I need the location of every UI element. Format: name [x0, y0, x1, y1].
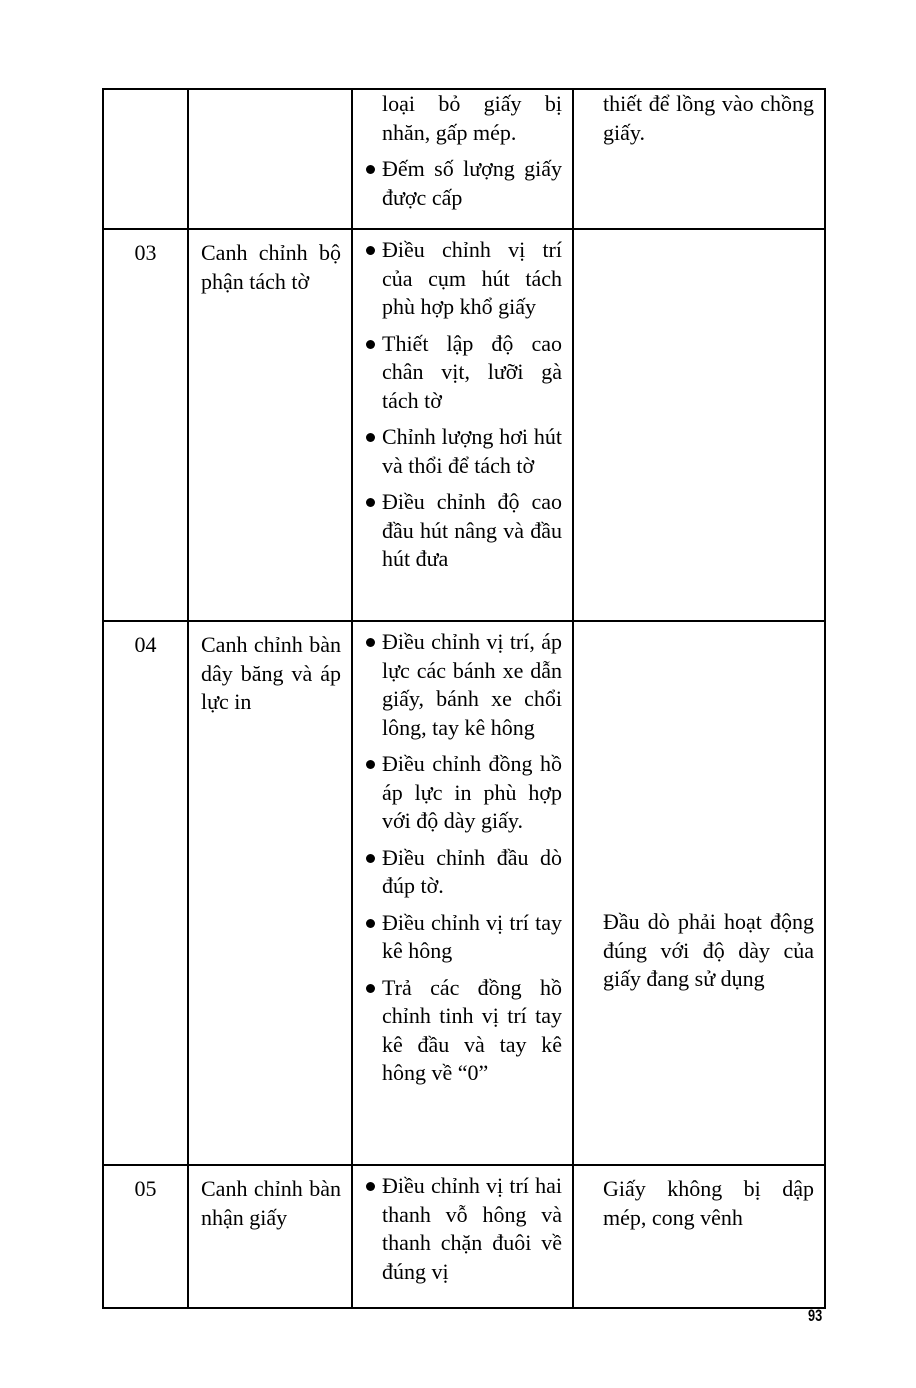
- task-text: Canh chỉnh bàn nhận giấy: [201, 1176, 341, 1230]
- bullet-icon: [366, 854, 375, 863]
- bullet-icon: [366, 919, 375, 928]
- list-item: [365, 330, 562, 416]
- requirement-text: Đầu dò phải hoạt động đúng với độ dày của giấy đang sử dụng: [603, 909, 814, 991]
- bullet-icon: [366, 984, 375, 993]
- task-text: Canh chỉnh bộ phận tách tờ: [201, 240, 341, 294]
- requirement-text: thiết để lồng vào chồng giấy.: [603, 91, 814, 145]
- steps-cell: [352, 621, 573, 1165]
- list-item: [365, 628, 562, 742]
- steps-list: [353, 622, 572, 1088]
- stt-cell: [103, 89, 188, 229]
- stt-cell: 05: [103, 1165, 188, 1308]
- list-item: [365, 90, 562, 147]
- requirement-cell: [573, 1165, 825, 1308]
- stt-cell: 03: [103, 229, 188, 621]
- step-text: Điều chỉnh vị trí tay kê hông: [382, 909, 562, 963]
- table-row: [103, 621, 825, 1165]
- list-item: [365, 750, 562, 836]
- page-number: 93: [808, 1306, 823, 1325]
- bullet-icon: [366, 1182, 375, 1191]
- bullet-icon: [366, 433, 375, 442]
- step-text: Điều chỉnh vị trí hai thanh vỗ hông và thanh chặn đuôi về đúng vị: [382, 1173, 562, 1284]
- list-item: [365, 974, 562, 1088]
- requirement-cell: [573, 229, 825, 621]
- table-row: [103, 1165, 825, 1308]
- steps-cell: [352, 1165, 573, 1308]
- requirement-text: [574, 230, 824, 239]
- step-text: Điều chỉnh đầu dò đúp tờ.: [382, 844, 562, 898]
- task-cell: [188, 621, 352, 1165]
- bullet-icon: [366, 340, 375, 349]
- bullet-icon: [366, 246, 375, 255]
- steps-list: [353, 1166, 572, 1286]
- list-item: [365, 236, 562, 322]
- list-item: [365, 155, 562, 212]
- steps-list: [353, 90, 572, 212]
- step-text: Thiết lập độ cao chân vịt, lưỡi gà tách tờ: [382, 330, 562, 413]
- table-row: [103, 89, 825, 229]
- steps-list: [353, 230, 572, 574]
- step-text: Điều chỉnh vị trí, áp lực các bánh xe dẫn giấy, bánh xe chổi lông, tay kê hông: [382, 629, 562, 740]
- step-text: Đếm số lượng giấy được cấp: [382, 156, 562, 210]
- step-text: Chỉnh lượng hơi hút và thổi để tách tờ: [382, 424, 562, 478]
- requirement-text: Giấy không bị dập mép, cong vênh: [603, 1176, 814, 1230]
- step-text: Điều chỉnh vị trí của cụm hút tách phù hợp khổ giấy: [382, 237, 562, 319]
- list-item: [365, 488, 562, 574]
- step-text: loại bỏ giấy bị nhăn, gấp mép.: [382, 91, 562, 145]
- list-item: [365, 423, 562, 480]
- bullet-icon: [366, 498, 375, 507]
- table-row: [103, 229, 825, 621]
- requirement-cell: [573, 89, 825, 229]
- list-item: [365, 1172, 562, 1286]
- bullet-icon: [366, 760, 375, 769]
- bullet-icon: [366, 638, 375, 647]
- step-text: Trả các đồng hồ chỉnh tinh vị trí tay kê đầu và tay kê hông về “0”: [382, 974, 562, 1085]
- list-item: [365, 909, 562, 966]
- bullet-icon: [366, 165, 375, 174]
- task-cell: [188, 89, 352, 229]
- task-cell: [188, 229, 352, 621]
- task-cell: [188, 1165, 352, 1308]
- requirement-cell: [573, 621, 825, 1165]
- list-item: [365, 844, 562, 901]
- stt-cell: 04: [103, 621, 188, 1165]
- step-text: Điều chỉnh đồng hồ áp lực in phù hợp với độ dày giấy.: [382, 751, 562, 833]
- procedure-table: [102, 88, 826, 1309]
- steps-cell: [352, 89, 573, 229]
- steps-cell: [352, 229, 573, 621]
- task-text: Canh chỉnh bàn dây băng và áp lực in: [201, 632, 341, 714]
- step-text: Điều chỉnh độ cao đầu hút nâng và đầu hút đưa: [382, 489, 562, 571]
